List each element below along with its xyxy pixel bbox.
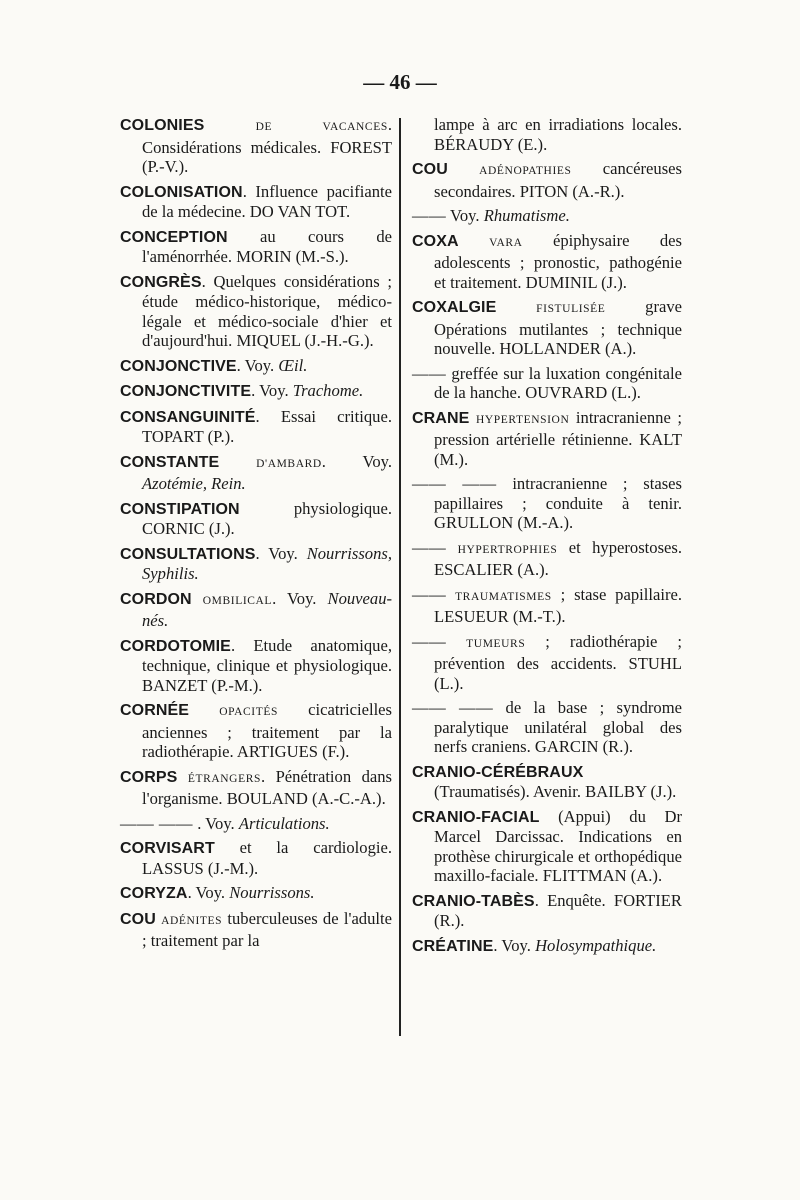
index-entry bbox=[412, 632, 682, 694]
entry-dash: —— —— bbox=[412, 474, 497, 493]
entry-headword: CONGRÈS bbox=[120, 273, 202, 291]
index-entry bbox=[412, 698, 682, 757]
index-entry bbox=[120, 544, 392, 584]
entry-text: . Voy. bbox=[236, 355, 279, 375]
entry-text: . Enquête. FORTIER (R.). bbox=[434, 890, 682, 930]
entry-subhead: D'AMBARD bbox=[256, 457, 322, 470]
entry-crossref: Articulations. bbox=[238, 813, 330, 833]
index-entry bbox=[412, 891, 682, 931]
entry-headword: COU bbox=[412, 161, 448, 178]
entry-subhead: ADÉNITES bbox=[161, 914, 223, 927]
index-entry bbox=[120, 115, 392, 177]
entry-text: Voy. bbox=[450, 206, 484, 225]
entry-text: ; radiothérapie ; prévention des accidents. STUHL (L.). bbox=[434, 631, 682, 693]
entry-subhead: FISTULISÉE bbox=[536, 303, 606, 315]
right-column bbox=[412, 115, 682, 961]
entry-text: de la base ; syndrome paralytique unilatéral global des nerfs craniens. GARCIN (R.). bbox=[434, 698, 682, 756]
entry-text: . Voy. bbox=[493, 935, 536, 955]
entry-crossref: Nourrissons, Syphilis. bbox=[142, 543, 392, 583]
index-entry bbox=[120, 636, 392, 696]
entry-headword: CRANE bbox=[412, 409, 470, 427]
entry-text: . Pénétration dans l'organisme. BOULAND (A.-C.-A.). bbox=[142, 766, 392, 808]
entry-headword: CRÉATINE bbox=[412, 937, 494, 955]
index-entry bbox=[412, 936, 682, 957]
entry-text: . Voy. bbox=[251, 381, 293, 400]
index-entry bbox=[412, 231, 682, 293]
entry-crossref: Nouveau-nés. bbox=[142, 588, 393, 630]
index-entry bbox=[412, 408, 682, 470]
entry-subhead: VARA bbox=[489, 236, 523, 249]
entry-dash: —— —— bbox=[120, 813, 194, 833]
entry-headword: COU bbox=[120, 910, 156, 928]
index-entry bbox=[120, 381, 392, 402]
entry-dash: —— bbox=[412, 584, 447, 604]
entry-subhead: TRAUMATISMES bbox=[455, 590, 552, 603]
index-entry bbox=[412, 585, 682, 627]
entry-crossref: Azotémie, Rein. bbox=[142, 474, 246, 493]
entry-crossref: Trachome. bbox=[292, 381, 364, 400]
entry-headword: COLONIES bbox=[120, 117, 205, 134]
entry-headword: CORYZA bbox=[120, 885, 188, 902]
left-column bbox=[120, 115, 392, 956]
entry-headword: CONSTIPATION bbox=[120, 500, 240, 518]
index-entry bbox=[412, 474, 682, 533]
index-entry bbox=[120, 272, 392, 351]
entry-headword: COXA bbox=[412, 232, 459, 250]
entry-subhead: HYPERTENSION bbox=[475, 413, 570, 426]
entry-dash: —— bbox=[412, 206, 447, 225]
entry-subhead: HYPERTROPHIES bbox=[457, 543, 558, 556]
entry-text: greffée sur la luxation congénitale de la hanche. OUVRARD (L.). bbox=[434, 363, 682, 402]
index-entry bbox=[120, 499, 392, 539]
index-entry bbox=[120, 407, 392, 447]
entry-crossref: Rhumatisme. bbox=[483, 206, 570, 225]
entry-headword: CONSANGUINITÉ bbox=[120, 408, 256, 426]
entry-crossref: Nourrissons. bbox=[229, 883, 315, 902]
index-entry bbox=[120, 814, 392, 834]
index-entry bbox=[120, 227, 392, 267]
index-entry bbox=[120, 700, 392, 762]
entry-subhead: ÉTRANGERS bbox=[187, 772, 261, 785]
index-entry bbox=[412, 538, 682, 580]
entry-headword: CONCEPTION bbox=[120, 228, 228, 246]
index-entry bbox=[412, 115, 682, 154]
column-divider bbox=[399, 118, 401, 1036]
page-number: — 46 — bbox=[363, 70, 437, 94]
index-entry bbox=[120, 883, 392, 904]
entry-headword: CRANIO-TABÈS bbox=[412, 892, 535, 910]
index-entry bbox=[412, 206, 682, 226]
entry-headword: CONJONCTIVE bbox=[120, 357, 237, 375]
entry-text: épiphysaire des adolescents ; pronostic, pathogénie et traitement. DUMINIL (J.). bbox=[434, 230, 683, 292]
entry-headword: CRANIO-CÉRÉBRAUX bbox=[412, 763, 584, 781]
index-entry bbox=[120, 452, 392, 494]
entry-text: physiologique. CORNIC (J.). bbox=[142, 498, 392, 538]
entry-text: intracranienne ; stases papillaires ; conduite à tenir. GRULLON (M.-A.). bbox=[434, 474, 682, 532]
entry-headword: CONSTANTE bbox=[120, 453, 220, 471]
entry-headword: CORDOTOMIE bbox=[120, 637, 231, 655]
index-entry bbox=[120, 838, 392, 878]
entry-text: au cours de l'aménorrhée. MORIN (M.-S.). bbox=[142, 226, 392, 266]
entry-text: . Quelques considérations ; étude médico-historique, médico-légale et médico-sociale d'hier et d'aujourd'hui. MIQUEL (J.-H.-G.). bbox=[142, 271, 392, 350]
entry-headword: CORPS bbox=[120, 768, 178, 786]
entry-text: ; stase papillaire. LESUEUR (M.-T.). bbox=[434, 584, 682, 626]
entry-dash: —— bbox=[412, 363, 447, 383]
entry-text: . Influence pacifiante de la médecine. DO VAN TOT. bbox=[142, 181, 392, 221]
index-entry bbox=[412, 762, 682, 802]
entry-headword: CORNÉE bbox=[120, 702, 190, 719]
entry-text: . Voy. bbox=[255, 543, 307, 563]
entry-text: . Etude anatomique, technique, clinique et physiologique. BANZET (P.-M.). bbox=[142, 635, 392, 695]
entry-subhead: OMBILICAL bbox=[202, 594, 273, 607]
entry-crossref: Œil. bbox=[278, 355, 308, 375]
entry-text: intracranienne ; pression artérielle rétinienne. KALT (M.). bbox=[434, 407, 682, 469]
entry-headword: COLONISATION bbox=[120, 183, 243, 201]
entry-text: . Voy. bbox=[321, 451, 392, 471]
entry-text: . Essai critique. TOPART (P.). bbox=[142, 406, 392, 446]
entry-text: . Considérations médicales. FOREST (P.-V.). bbox=[142, 115, 392, 176]
entry-subhead: ADÉNOPATHIES bbox=[479, 165, 572, 177]
entry-text: et hyperostoses. ESCALIER (A.). bbox=[434, 537, 682, 579]
index-entry bbox=[120, 589, 392, 631]
entry-text: grave Opérations mutilantes ; technique nouvelle. HOLLANDER (A.). bbox=[434, 297, 682, 358]
entry-text: (Appui) du Dr Marcel Darcissac. Indications en prothèse chirurgicale et orthopédique maxillo-faciale. FLITTMAN (A.). bbox=[434, 806, 682, 885]
index-entry bbox=[120, 356, 392, 377]
index-entry bbox=[120, 182, 392, 222]
entry-text: lampe à arc en irradiations locales. BÉRAUDY (E.). bbox=[434, 115, 682, 154]
entry-headword: CORDON bbox=[120, 590, 192, 608]
entry-headword: CORVISART bbox=[120, 840, 215, 857]
entry-subhead: TUMEURS bbox=[466, 637, 526, 650]
entry-text: cancéreuses secondaires. PITON (A.-R.). bbox=[434, 159, 682, 201]
entry-text: . Voy. bbox=[187, 883, 230, 902]
entry-dash: —— bbox=[412, 537, 447, 557]
entry-headword: COXALGIE bbox=[412, 299, 497, 316]
entry-dash: —— —— bbox=[412, 698, 494, 717]
index-entry bbox=[412, 159, 682, 201]
index-entry bbox=[120, 909, 392, 951]
entry-text: . Voy. bbox=[272, 588, 328, 608]
entry-text: cicatricielles anciennes ; traitement par la radiothérapie. ARTIGUES (F.). bbox=[142, 700, 392, 761]
entry-text: tuberculeuses de l'adulte ; traitement par la bbox=[142, 908, 392, 950]
entry-headword: CONSULTATIONS bbox=[120, 545, 256, 563]
index-entry bbox=[120, 767, 392, 809]
index-entry bbox=[412, 297, 682, 359]
entry-headword: CONJONCTIVITE bbox=[120, 383, 252, 400]
entry-subhead: DE VACANCES bbox=[255, 121, 388, 133]
entry-text: et la cardiologie. LASSUS (J.-M.). bbox=[142, 838, 392, 878]
entry-dash: —— bbox=[412, 631, 447, 651]
entry-headword: CRANIO-FACIAL bbox=[412, 808, 540, 826]
index-entry bbox=[412, 364, 682, 403]
index-entry bbox=[412, 807, 682, 886]
entry-crossref: Holosympathique. bbox=[535, 935, 657, 955]
entry-subhead: OPACITÉS bbox=[219, 706, 278, 718]
entry-text: (Traumatisés). Avenir. BAILBY (J.). bbox=[434, 782, 677, 801]
entry-text: . Voy. bbox=[197, 813, 239, 833]
